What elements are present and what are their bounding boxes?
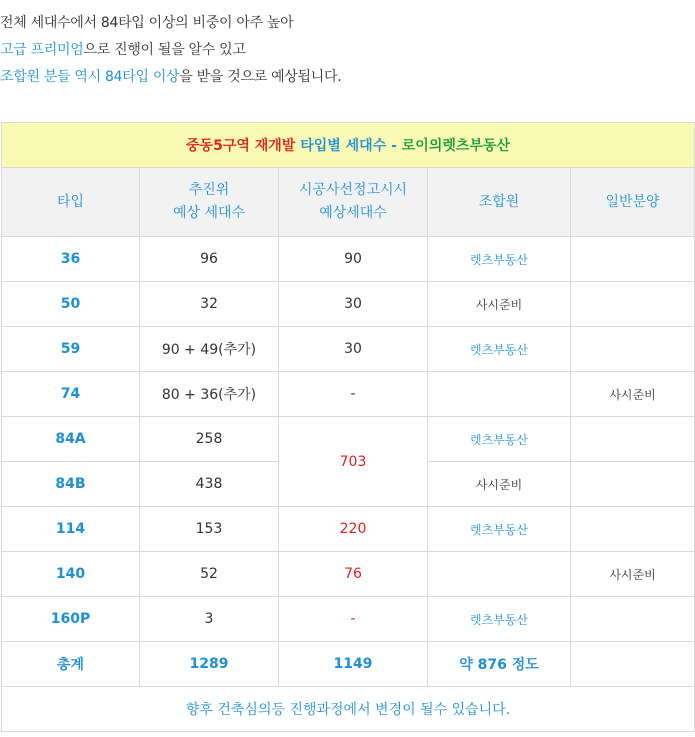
table-row	[2, 282, 695, 327]
cell-est: 153	[140, 507, 279, 552]
header-notice-line2: 예상세대수	[319, 205, 387, 221]
cell-type: 36	[2, 237, 140, 282]
cell-member: 렛츠부동산	[428, 237, 571, 282]
intro-line-1-text: 전체 세대수에서 84타입 이상의 비중이 아주 높아	[0, 15, 294, 31]
cell-notice: 30	[279, 282, 428, 327]
table-row	[2, 327, 695, 372]
cell-est: 258	[140, 417, 279, 462]
cell-type: 50	[2, 282, 140, 327]
cell-type: 59	[2, 327, 140, 372]
header-notice-line1: 시공사선정고시시	[298, 182, 408, 198]
cell-general	[571, 417, 695, 462]
cell-type: 84A	[2, 417, 140, 462]
cell-member: 렛츠부동산	[428, 597, 571, 642]
cell-general	[571, 597, 695, 642]
intro-line-3	[0, 64, 695, 91]
header-est	[140, 168, 279, 237]
cell-est: 52	[140, 552, 279, 597]
cell-notice: 30	[279, 327, 428, 372]
total-label: 총계	[2, 642, 140, 687]
header-est-line2: 예상 세대수	[172, 205, 246, 221]
cell-type: 114	[2, 507, 140, 552]
cell-member: 렛츠부동산	[428, 507, 571, 552]
cell-est: 96	[140, 237, 279, 282]
table-title-row	[2, 123, 695, 168]
cell-est: 32	[140, 282, 279, 327]
total-member: 약 876 정도	[428, 642, 571, 687]
title-part-2: 타입별 세대수 -	[295, 138, 402, 154]
total-notice: 1149	[279, 642, 428, 687]
header-type: 타입	[2, 168, 140, 237]
cell-general	[571, 282, 695, 327]
cell-type: 160P	[2, 597, 140, 642]
cell-general: 사시준비	[571, 372, 695, 417]
intro-line-2	[0, 37, 695, 64]
table-row	[2, 597, 695, 642]
cell-notice: 90	[279, 237, 428, 282]
intro-text	[0, 10, 695, 91]
table-title	[2, 123, 695, 168]
intro-line-2-rest: 으로 진행이 될을 알수 있고	[83, 42, 246, 58]
cell-notice: -	[279, 372, 428, 417]
cell-member: 사시준비	[428, 462, 571, 507]
total-general	[571, 642, 695, 687]
table-header-row	[2, 168, 695, 237]
intro-line-3-rest: 을 받을 것으로 예상됩니다.	[179, 69, 342, 85]
header-general: 일반분양	[571, 168, 695, 237]
table-note: 향후 건축심의등 진행과정에서 변경이 될수 있습니다.	[2, 687, 695, 732]
cell-general	[571, 237, 695, 282]
cell-member	[428, 372, 571, 417]
cell-general	[571, 462, 695, 507]
cell-general	[571, 327, 695, 372]
unit-type-table	[1, 122, 695, 732]
header-member: 조합원	[428, 168, 571, 237]
cell-type: 74	[2, 372, 140, 417]
cell-est: 3	[140, 597, 279, 642]
cell-notice: -	[279, 597, 428, 642]
table-row	[2, 372, 695, 417]
table-row	[2, 417, 695, 462]
header-notice	[279, 168, 428, 237]
table-row	[2, 507, 695, 552]
intro-line-1	[0, 10, 695, 37]
cell-type: 140	[2, 552, 140, 597]
intro-line-3-highlight: 조합원 분들 역시 84타입 이상	[0, 69, 180, 85]
table-row	[2, 552, 695, 597]
table-row	[2, 237, 695, 282]
cell-est: 438	[140, 462, 279, 507]
cell-member: 렛츠부동산	[428, 327, 571, 372]
intro-line-2-highlight: 고급 프리미엄	[0, 42, 84, 58]
cell-notice: 220	[279, 507, 428, 552]
cell-est: 80 + 36(추가)	[140, 372, 279, 417]
total-est: 1289	[140, 642, 279, 687]
title-part-3: 로이의렛츠부동산	[401, 138, 510, 154]
cell-member: 렛츠부동산	[428, 417, 571, 462]
title-part-1: 중동5구역 재개발	[186, 138, 296, 154]
cell-notice-merged: 703	[279, 417, 428, 507]
cell-general	[571, 507, 695, 552]
header-est-line1: 추진위	[188, 182, 230, 198]
cell-general: 사시준비	[571, 552, 695, 597]
cell-est: 90 + 49(추가)	[140, 327, 279, 372]
cell-notice: 76	[279, 552, 428, 597]
cell-member: 사시준비	[428, 282, 571, 327]
cell-member	[428, 552, 571, 597]
total-row	[2, 642, 695, 687]
note-row	[2, 687, 695, 732]
cell-type: 84B	[2, 462, 140, 507]
